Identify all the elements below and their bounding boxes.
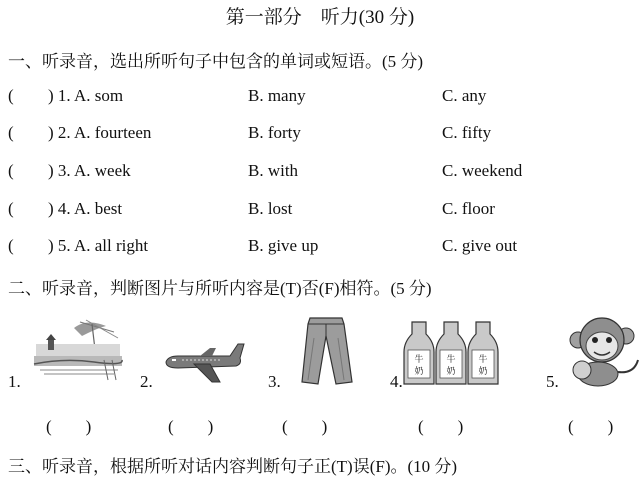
- question-option-a: ) 4. A. best: [48, 199, 123, 218]
- section-1-heading: 一、听录音，选出所听句子中包含的单词或短语。(5 分): [8, 52, 424, 71]
- answer-paren: (: [8, 123, 14, 142]
- question-option-a: ) 5. A. all right: [48, 236, 149, 255]
- section-2-heading: 二、听录音，判断图片与所听内容是(T)否(F)相符。(5 分): [8, 279, 432, 298]
- svg-text:奶: 奶: [414, 367, 424, 377]
- picture-answer-1[interactable]: ( ): [46, 417, 92, 436]
- answer-paren: (: [8, 161, 14, 180]
- question-option-b: B. lost: [248, 199, 293, 218]
- picture-answer-2[interactable]: ( ): [168, 417, 214, 436]
- svg-text:牛: 牛: [414, 355, 424, 365]
- question-option-c: C. floor: [442, 199, 495, 218]
- question-option-c: C. any: [442, 86, 487, 105]
- picture-label-4: 4.: [390, 372, 403, 391]
- picture-label-1: 1.: [8, 372, 21, 391]
- picture-answer-3[interactable]: ( ): [282, 417, 328, 436]
- picture-label-3: 3.: [268, 372, 281, 391]
- question-option-c: C. weekend: [442, 161, 523, 180]
- page-title: 第一部分 听力(30 分): [225, 7, 415, 28]
- question-option-b: B. many: [248, 86, 306, 105]
- picture-answer-4[interactable]: ( ): [418, 417, 464, 436]
- answer-paren: (: [8, 236, 14, 255]
- answer-paren: (: [8, 199, 14, 218]
- answer-paren: (: [8, 86, 14, 105]
- trousers-icon: [296, 318, 356, 386]
- picture-label-2: 2.: [140, 372, 153, 391]
- question-option-b: B. give up: [248, 236, 319, 255]
- milk-bottles-icon: [404, 322, 504, 386]
- section-3-heading: 三、听录音，根据所听对话内容判断句子正(T)误(F)。(10 分): [8, 457, 458, 476]
- question-option-c: C. fifty: [442, 123, 492, 142]
- park-scene-icon: [34, 318, 122, 382]
- question-option-a: ) 3. A. week: [48, 161, 131, 180]
- picture-answer-5[interactable]: ( ): [568, 417, 614, 436]
- question-option-c: C. give out: [442, 236, 518, 255]
- question-option-a: ) 2. A. fourteen: [48, 123, 152, 142]
- svg-text:牛: 牛: [478, 355, 488, 365]
- monkey-icon: [568, 316, 640, 388]
- svg-text:奶: 奶: [446, 367, 456, 377]
- picture-label-5: 5.: [546, 372, 559, 391]
- question-option-b: B. forty: [248, 123, 301, 142]
- svg-text:牛: 牛: [446, 355, 456, 365]
- svg-text:奶: 奶: [478, 367, 488, 377]
- airplane-icon: [160, 340, 244, 384]
- question-option-a: ) 1. A. som: [48, 86, 124, 105]
- question-option-b: B. with: [248, 161, 299, 180]
